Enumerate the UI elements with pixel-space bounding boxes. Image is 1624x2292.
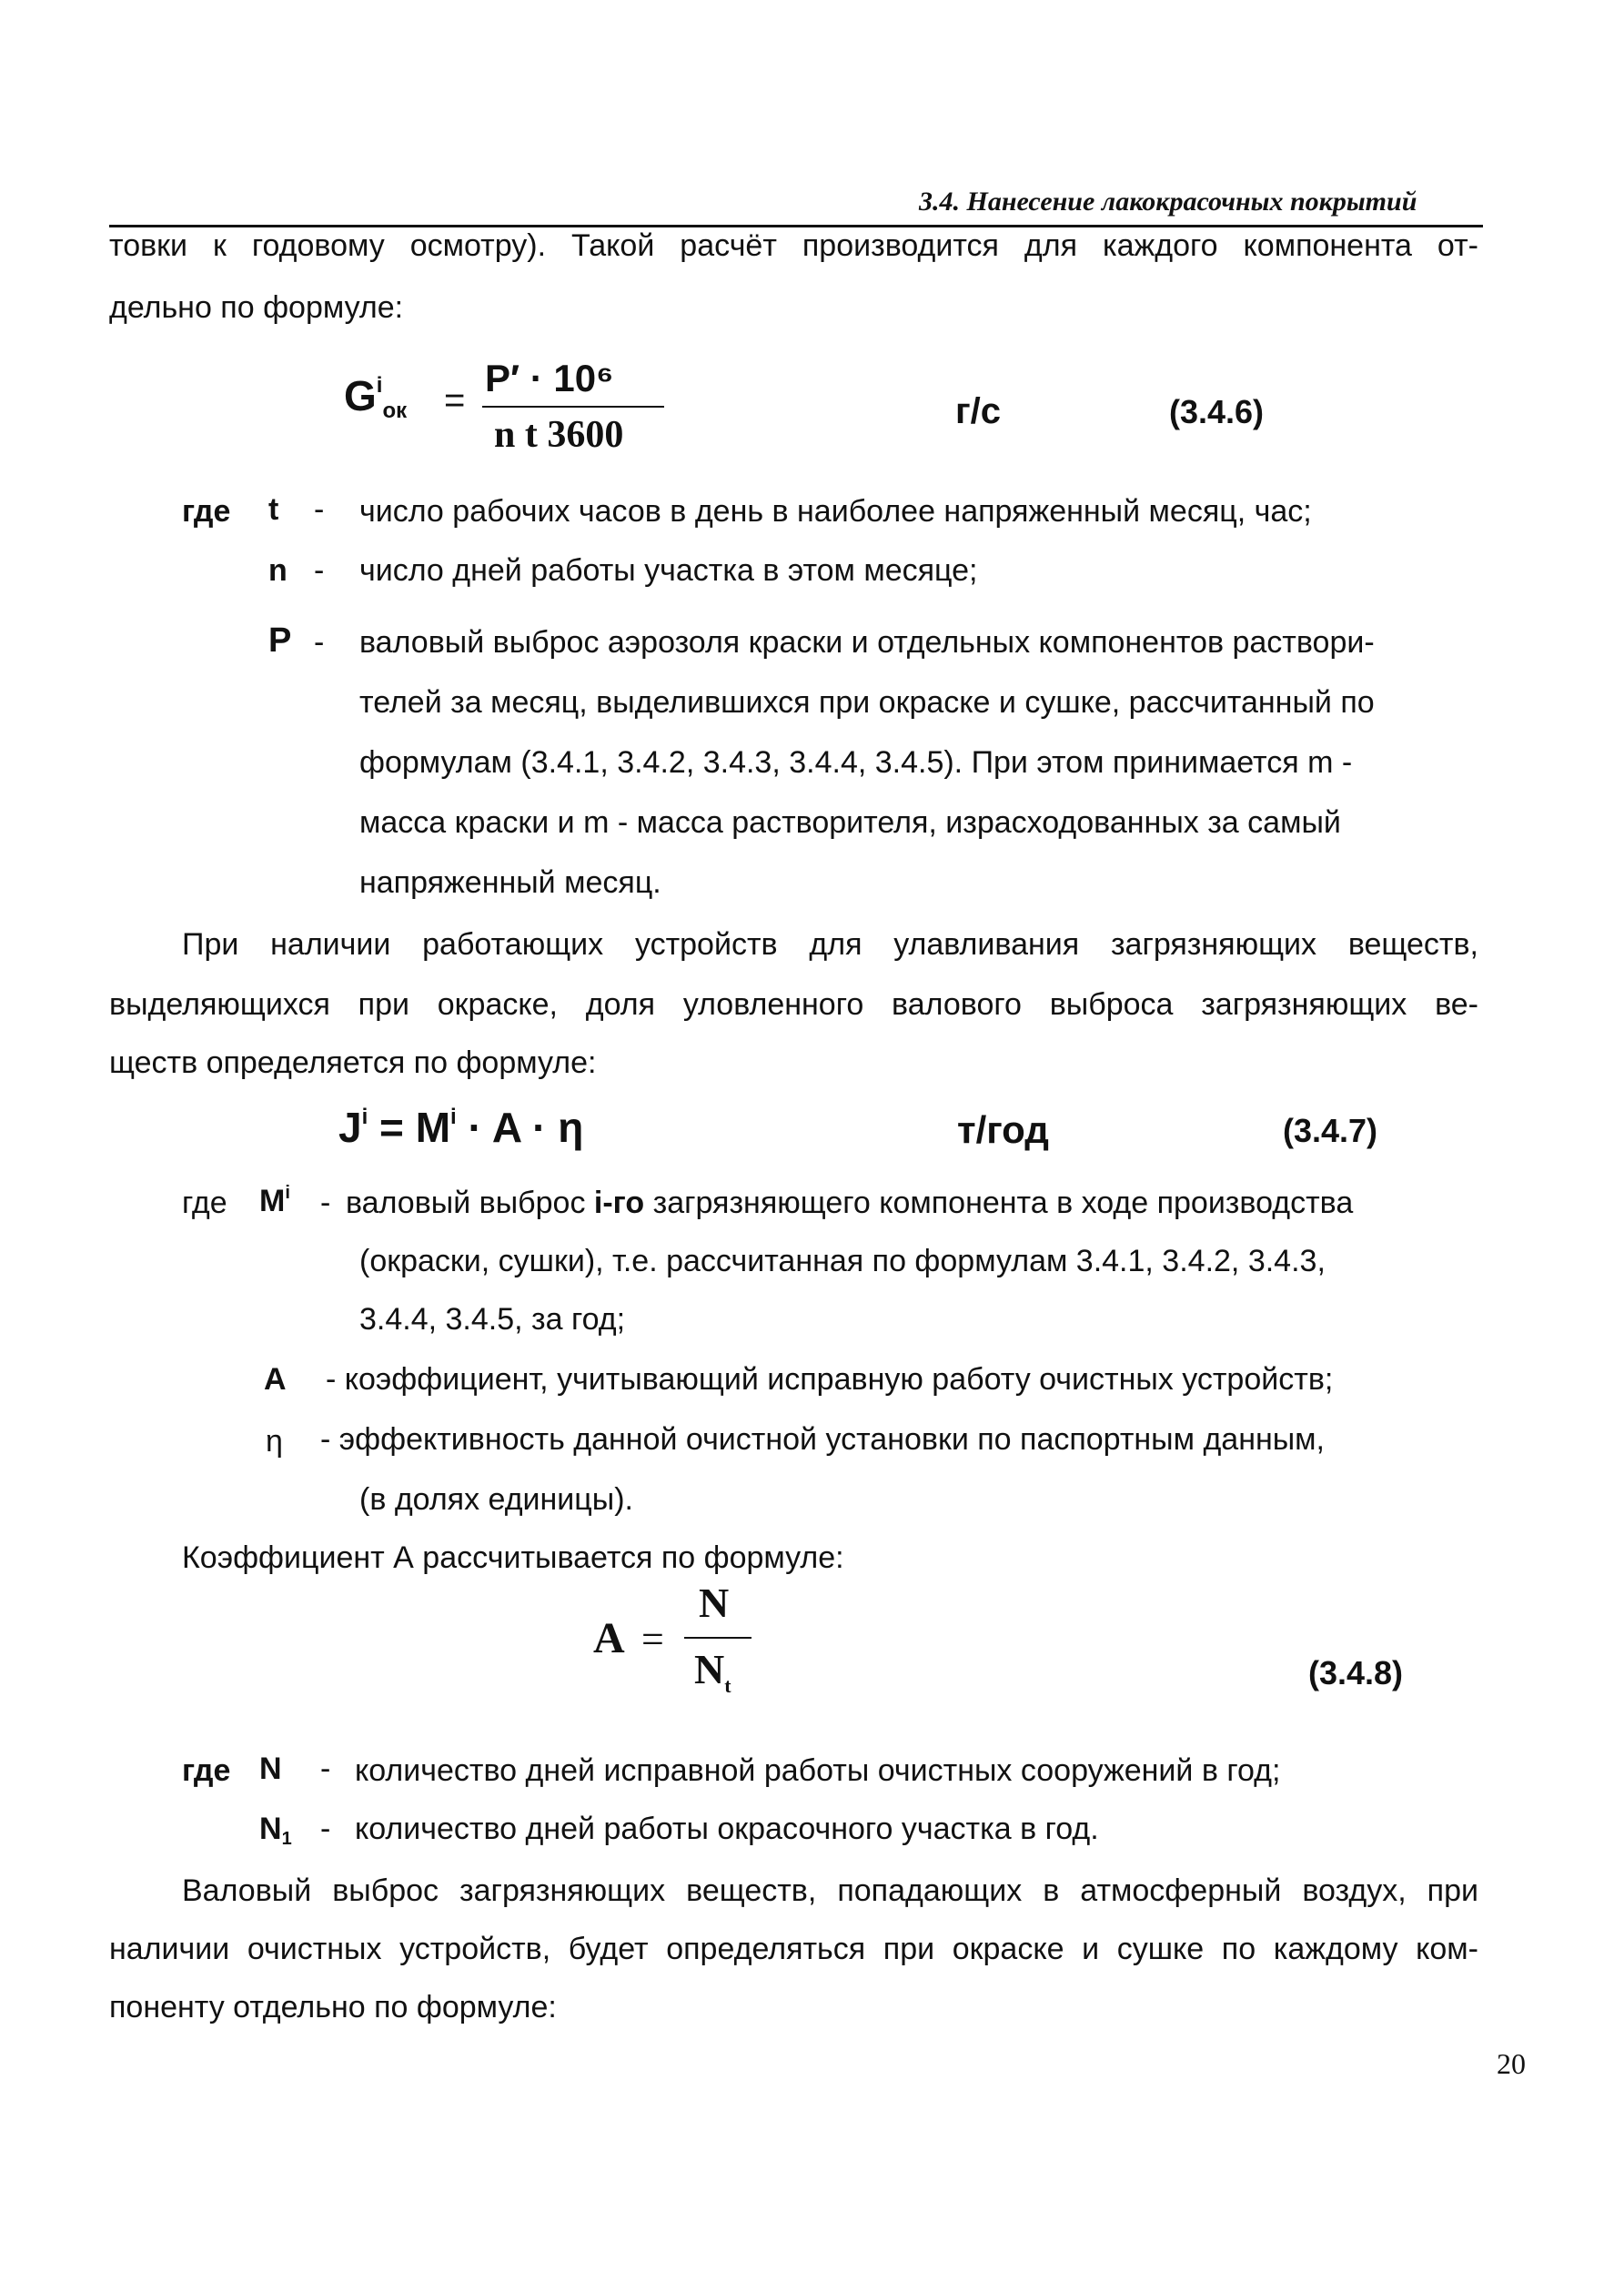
formula-3-4-6-number: (3.4.6) [1169,393,1265,430]
def-eta-cont: (в долях единицы). [359,1482,633,1517]
page-number: 20 [1497,2047,1526,2080]
formula-3-4-7-expression [338,1103,583,1160]
coefficient-intro: Коэффициент А рассчитывается по формуле: [182,1540,844,1575]
def-symbol-m [259,1183,290,1224]
def-text-m [346,1185,1353,1221]
formula-lhs-symbol: G [344,372,377,419]
def-p-cont-2: формулам (3.4.1, 3.4.2, 3.4.3, 3.4.4, 3.4.5). При этом принимается m - [359,745,1353,780]
formula-3-4-7-number: (3.4.7) [1283,1112,1378,1149]
para3-line-2-text: наличии очистных устройств, будет определяться при окраске и сушке по каждому ком- [109,1932,1478,1966]
def-symbol-n: n [268,553,287,588]
formula-j-symbol: J [338,1104,362,1151]
formula-rest: · A · η [456,1104,584,1151]
intro-line-1 [109,227,1478,264]
def-m-text-a: валовый выброс [346,1186,586,1220]
def-m-cont-1: (окраски, сушки), т.е. рассчитанная по формулам 3.4.1, 3.4.2, 3.4.3, [359,1244,1326,1278]
def-m-text-b: i-го [593,1186,645,1220]
formula-3-4-6-equals: = [444,380,466,420]
para2-line-1-text: При наличии работающих устройств для улавливания загрязняющих веществ, [182,927,1478,962]
def-m-cont-2: 3.4.4, 3.4.5, за год; [359,1302,626,1337]
formula-3-4-6-numerator: P′ · 10⁶ [485,357,614,399]
formula-3-4-6-fraction-bar [482,406,664,408]
para2-line-2-text: выделяющихся при окраске, доля уловленного валового выброса загрязняющих ве- [109,987,1478,1022]
def-dash: - [320,1812,331,1846]
def-text-p: валовый выброс аэрозоля краски и отдельных компонентов раствори- [359,625,1375,660]
def-dash: - [314,625,325,660]
def-text-n: число дней работы участка в этом месяце; [359,553,978,588]
formula-3-4-6-unit: г/с [955,391,1002,431]
def-symbol-n1 [259,1811,292,1852]
formula-m-superscript: i [450,1105,457,1129]
para3-line-1-text: Валовый выброс загрязняющих веществ, попадающих в атмосферный воздух, при [182,1873,1478,1908]
def-text-a: - коэффициент, учитывающий исправную работу очистных устройств; [326,1362,1334,1397]
def-dash: - [314,553,325,588]
intro-line-1-text: товки к годовому осмотру). Такой расчёт производится для каждого компонента от- [109,228,1478,263]
def-symbol-n-days: N [259,1752,282,1786]
para3-line-2 [109,1931,1478,1967]
def-label: где [182,494,231,529]
para2-line-2 [109,986,1478,1023]
def-p-cont-1: телей за месяц, выделившихся при окраске и сушке, рассчитанный по [359,685,1375,720]
formula-3-4-8-equals: = [641,1617,664,1661]
def-dash: - [320,1752,331,1786]
def-label: где [182,1186,227,1220]
formula-3-4-8-numerator: N [699,1580,730,1626]
def-n1-symbol: N [259,1812,282,1846]
formula-lhs-superscript: i [376,373,383,398]
para2-line-3: ществ определяется по формуле: [109,1045,597,1080]
def-m-symbol: M [259,1184,286,1218]
def-label: где [182,1753,231,1788]
formula-3-4-8-number: (3.4.8) [1308,1654,1404,1691]
def-text-n1: количество дней работы окрасочного участка в год. [355,1812,1099,1846]
formula-j-superscript: i [361,1105,368,1129]
def-symbol-t: t [268,492,279,527]
def-text-n-days: количество дней исправной работы очистных сооружений в год; [355,1753,1281,1788]
def-symbol-eta: η [266,1424,283,1459]
def-text-t: число рабочих часов в день в наиболее напряженный месяц, час; [359,494,1312,529]
def-p-cont-3: масса краски и m - масса растворителя, израсходованных за самый [359,805,1341,840]
para3-line-3: поненту отдельно по формуле: [109,1990,557,2024]
running-header: 3.4. Нанесение лакокрасочных покрытий [919,187,1417,217]
formula-3-4-8-denominator [694,1645,731,1697]
intro-line-2: дельно по формуле: [109,290,404,325]
def-m-text-c: загрязняющего компонента в ходе производства [652,1186,1354,1220]
formula-3-4-8-fraction-bar [684,1637,751,1639]
def-dash: - [314,492,325,527]
def-m-superscript: i [285,1183,290,1203]
def-symbol-p: P [268,621,292,660]
def-symbol-a: A [264,1362,287,1397]
formula-m-symbol: = M [368,1104,451,1151]
formula-3-4-6-lhs [344,373,407,427]
def-p-cont-4: напряженный месяц. [359,865,661,900]
formula-3-4-8-lhs: A [593,1614,625,1662]
formula-denominator-symbol: N [694,1646,725,1692]
formula-3-4-7-unit: т/год [957,1108,1049,1151]
para2-line-1 [182,926,1478,963]
formula-lhs-subscript: ок [382,399,408,423]
formula-3-4-6-denominator: n t 3600 [494,414,624,456]
def-text-eta: - эффективность данной очистной установки по паспортным данным, [320,1422,1326,1457]
para3-line-1 [182,1873,1478,1909]
formula-denominator-subscript: t [724,1674,731,1697]
def-n1-subscript: 1 [281,1829,292,1849]
def-dash: - [320,1186,331,1220]
